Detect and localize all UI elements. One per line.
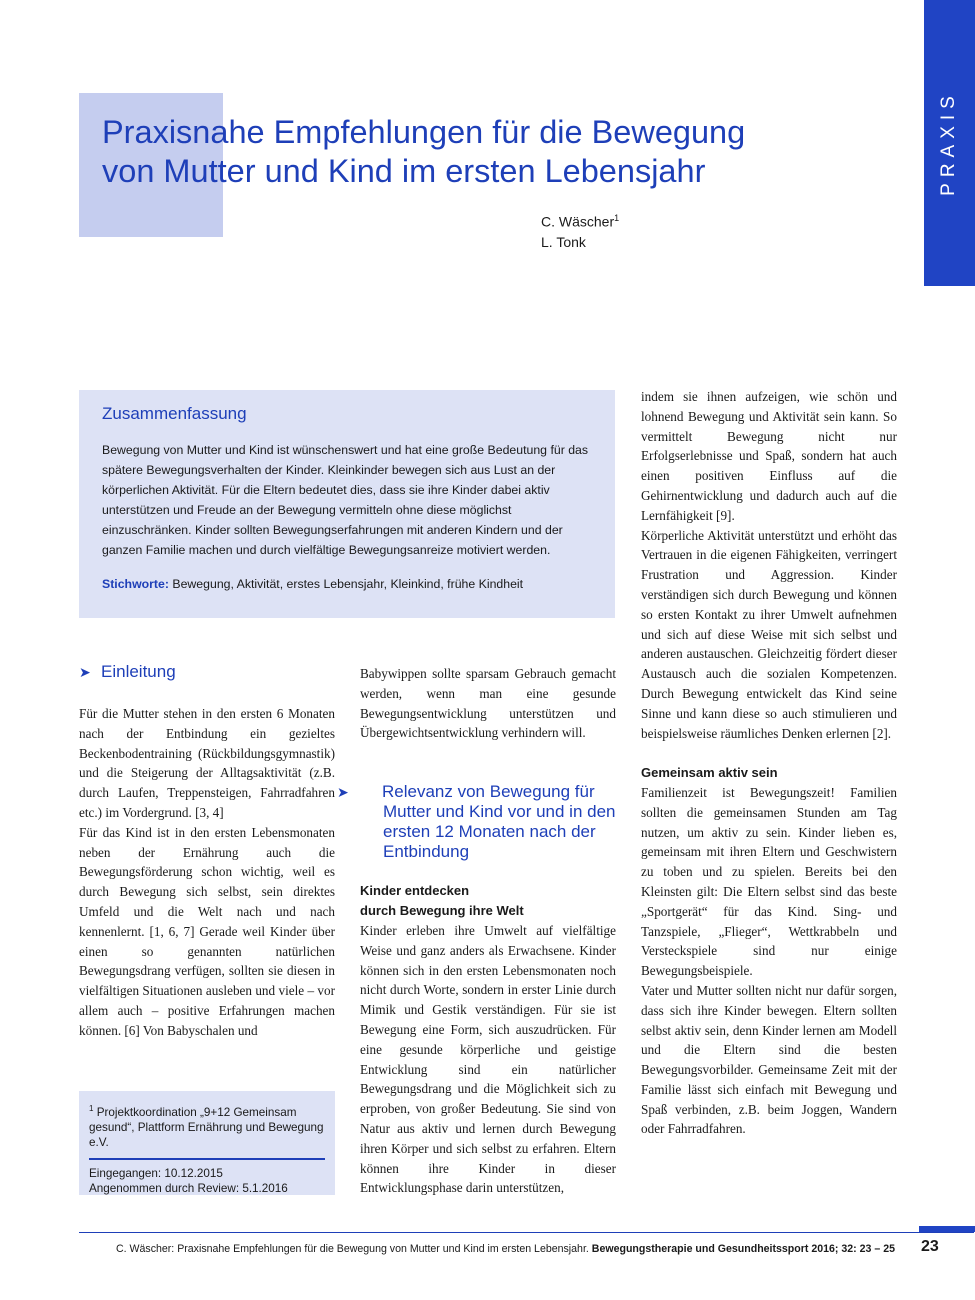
arrow-icon: ➤ — [79, 664, 91, 680]
footnote-affiliation: Projektkoordination „9+12 Gemeinsam gesund“, Plattform Ernährung und Bewegung e.V. — [89, 1105, 324, 1149]
accepted-date: Angenommen durch Review: 5.1.2016 — [89, 1181, 288, 1195]
footer-rule — [79, 1232, 974, 1233]
received-date: Eingegangen: 10.12.2015 — [89, 1166, 223, 1180]
section-tab-label: PRAXIS — [938, 90, 959, 196]
author-1: C. Wäscher — [541, 213, 615, 230]
footer-citation-text: C. Wäscher: Praxisnahe Empfehlungen für die Bewegung von Mutter und Kind im ersten Lebensjahr. — [115, 1243, 589, 1255]
footer-journal: Bewegungstherapie und Gesundheitssport 2016; 32: 23 – 25 — [591, 1243, 895, 1255]
heading-einleitung — [79, 662, 176, 682]
keywords-label: Stichworte: — [102, 577, 169, 591]
paragraph-right-3: Familienzeit ist Bewegungszeit! Familien sollten die gemeinsamen Stunden am Tag nutzen, um aktiv zu sein. Kinder lieben es, gemeinsam mit ihren Eltern und Geschwistern zu toben und zu spielen. Bereits bei den Kleinsten gilt: Die Eltern selbst sind das beste „Sportgerät“ für das Kind. Sing- und Tanzspiele, „Flieger“, Wettkrabbeln und Versteckspiele sind nur einige Bewegungsbeispiele. — [641, 784, 897, 979]
keywords — [102, 574, 595, 594]
column-left — [79, 704, 335, 1041]
footer-page-bar — [919, 1226, 975, 1232]
paragraph-right-2: Körperliche Aktivität unterstützt und erhöht das Vertrauen in die eigenen Fähigkeiten, verringert Frustration und Aggression. Kinder verständigen sich durch Bewegung und können so ersten Kontakt zu ihrer Umwelt aufnehmen und sich auf diese Weise mit sich selbst und anderen austauschen. Gleichzeitig fördert dieser Austausch auch die sozialen Kompetenzen. Durch Bewegung entwickelt das Kind seine Sinne und kann diese so auch stimulieren und beispielsweise räumliches Denken erlernen [2]. — [641, 527, 897, 741]
summary-text: Bewegung von Mutter und Kind ist wünschenswert und hat eine große Bedeutung für das spätere Bewegungsverhalten der Kinder. Kleinkinder bewegen sich aus Lust an der körperlichen Aktivität. Für die Eltern bedeutet dies, dass sie ihre Kinder dabei aktiv unterstützen und Freude an der Bewegung vermitteln ohne diese möglichst einzuschränken. Kinder sollten Bewegungserfahrungen mit anderen Kindern und der ganzen Familie machen und durch vielfältige Bewegungsanreize motiviert werden. — [102, 443, 589, 557]
article-title — [102, 113, 862, 191]
author-1-footnote-mark: 1 — [614, 213, 620, 223]
title-line-2: von Mutter und Kind im ersten Lebensjahr — [102, 153, 706, 189]
subheading-kinder-line-1: Kinder entdecken — [360, 883, 470, 898]
column-middle-body — [360, 921, 616, 1198]
heading-relevanz-text: Relevanz von Bewegung für Mutter und Kind vor und in den ersten 12 Monaten nach der Entbindung — [382, 782, 616, 861]
footnote-text — [89, 1101, 325, 1150]
heading-einleitung-text: Einleitung — [101, 662, 176, 681]
paragraph-mid-2: Kinder erleben ihre Umwelt auf vielfältige Weise und ganz anders als Erwachsene. Kinder können sich in den ersten Lebensmonaten noch nicht durch Worte, sondern in erster Linie durch Mimik und Gestik verständigen. Für sie ist Bewegung eine Form, sich auszudrücken. Für eine gesunde körperliche und geistige Entwicklung sind ein natürlicher Bewegungsdrang und die Möglichkeit sich zu erproben, von großer Bedeutung. Sie sind von Natur aus aktiv und lernen durch Bewegung ihren Körper und sich selbst zu erfahren. Eltern können ihre Kinder in dieser Entwicklungsphase darin unterstützen, — [360, 923, 616, 1196]
paragraph-left-1: Für die Mutter stehen in den ersten 6 Monaten nach der Entbindung ein gezieltes Beckenbodentraining (Rückbildungsgymnastik) und die Steigerung der Alltagsaktivität (z.B. durch Laufen, Treppensteigen, Fahrradfahren etc.) im Vordergrund. [3, 4] — [79, 706, 335, 820]
paragraph-left-2: Für das Kind ist in den ersten Lebensmonaten neben der Ernährung auch die Bewegungsförderung schon wichtig, weil es durch Bewegung sich selbst, sein direktes Umfeld und die Welt nach und nach kennenlernt. [1, 6, 7] Gerade weil Kinder über einen so genannten natürlichen Bewegungsdrang verfügen, sollten sie diesen in vielfältigen Situationen ausleben und viele – vor allem auch – positive Erfahrungen machen können. [6] Von Babyschalen und — [79, 824, 335, 1038]
paragraph-right-1: indem sie ihnen aufzeigen, wie schön und lohnend Bewegung und Aktivität sein kann. So vermittelt Bewegung nicht nur Erfolgserlebnisse und Spaß, sondern hat auch einen positiven Einfluss auf die Gehirnentwicklung und dadurch auch auf die Lernfähigkeit [9]. — [641, 389, 897, 523]
page-number: 23 — [921, 1238, 939, 1255]
column-right — [641, 387, 897, 1139]
footer-citation — [116, 1243, 895, 1255]
title-line-1: Praxisnahe Empfehlungen für die Bewegung — [102, 114, 746, 150]
keywords-list: Bewegung, Aktivität, erstes Lebensjahr, Kleinkind, frühe Kindheit — [172, 577, 524, 591]
footnote-mark: 1 — [89, 1104, 94, 1113]
subheading-gemeinsam: Gemeinsam aktiv sein — [641, 765, 778, 781]
paragraph-right-4: Vater und Mutter sollten nicht nur dafür sorgen, dass sich ihre Kinder bewegen. Eltern sollten selbst aktiv sein, denn Kinder lernen am Modell und die Eltern sind die besten Bewegungsvorbilder. Gemeinsame Zeit mit der Familie lässt sich einfach mit Bewegung und Spaß verbinden, z.B. beim Joggen, Wandern oder Fahrradfahren. — [641, 982, 897, 1137]
authors — [541, 208, 619, 252]
footnote-divider — [89, 1158, 325, 1160]
arrow-icon: ➤ — [337, 784, 349, 800]
footnote-box — [79, 1091, 335, 1195]
summary-heading: Zusammenfassung — [102, 404, 247, 423]
subheading-kinder-entdecken — [360, 881, 616, 921]
summary-box — [79, 390, 615, 618]
subheading-kinder-line-2: durch Bewegung ihre Welt — [360, 902, 524, 918]
paragraph-mid-1: Babywippen sollte sparsam Gebrauch gemacht werden, wenn man eine gesunde Bewegungsentwicklung unterstützen und Übergewichtsentwicklung verhindern will. — [360, 666, 616, 741]
column-middle — [360, 664, 616, 743]
heading-relevanz — [337, 782, 620, 862]
author-2: L. Tonk — [541, 233, 586, 250]
